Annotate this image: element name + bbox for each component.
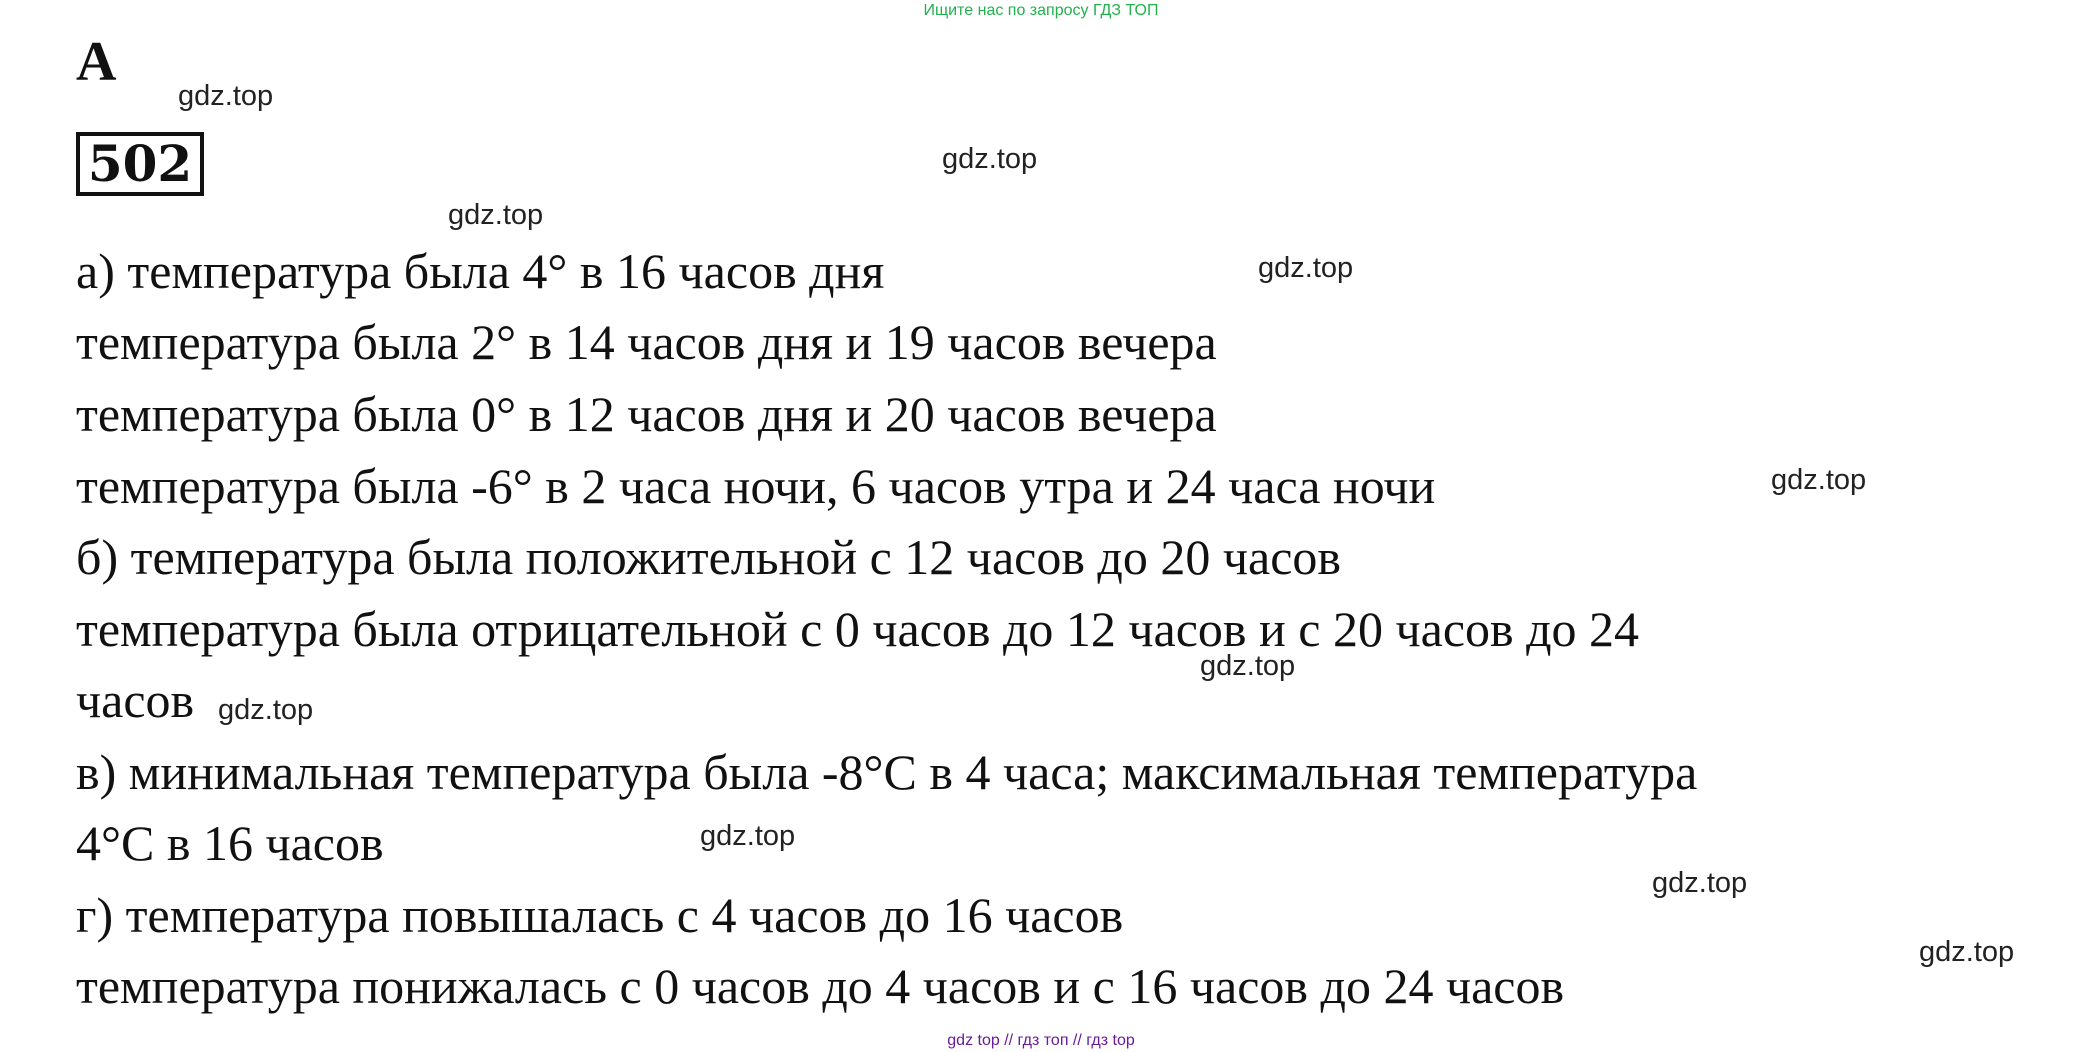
bottom-banner: gdz top // гдз топ // гдз top (947, 1032, 1135, 1049)
solution-line: 4°С в 16 часов (76, 815, 384, 871)
watermark: gdz.top (1200, 650, 1296, 682)
watermark: gdz.top (700, 820, 796, 852)
problem-number: 502 (76, 132, 204, 196)
solution-line: температура понижалась с 0 часов до 4 часов и с 16 часов до 24 часов (76, 958, 1565, 1014)
solution-line: температура была отрицательной с 0 часов до 12 часов и с 20 часов до 24 (76, 601, 1640, 657)
solution-line: температура была -6° в 2 часа ночи, 6 часов утра и 24 часа ночи (76, 458, 1436, 514)
watermark: gdz.top (448, 199, 544, 231)
watermark: gdz.top (1771, 464, 1867, 496)
section-letter: А (76, 31, 117, 93)
watermark: gdz.top (942, 143, 1038, 175)
solution-line-g: г) температура повышалась с 4 часов до 16 часов (76, 887, 1124, 943)
solution-line: часов (76, 672, 195, 728)
solution-line-a: а) температура была 4° в 16 часов дня (76, 243, 885, 299)
solution-line: температура была 0° в 12 часов дня и 20 часов вечера (76, 386, 1217, 442)
watermark: gdz.top (1919, 936, 2015, 968)
top-banner: Ищите нас по запросу ГДЗ ТОП (923, 2, 1159, 19)
watermark: gdz.top (1652, 867, 1748, 899)
watermark: gdz.top (1258, 252, 1354, 284)
watermark: gdz.top (218, 694, 314, 726)
watermark: gdz.top (178, 80, 274, 112)
solution-line-b: б) температура была положительной с 12 часов до 20 часов (76, 529, 1342, 585)
solution-line-v: в) минимальная температура была -8°С в 4 часа; максимальная температура (76, 744, 1698, 800)
solution-line: температура была 2° в 14 часов дня и 19 часов вечера (76, 314, 1217, 370)
